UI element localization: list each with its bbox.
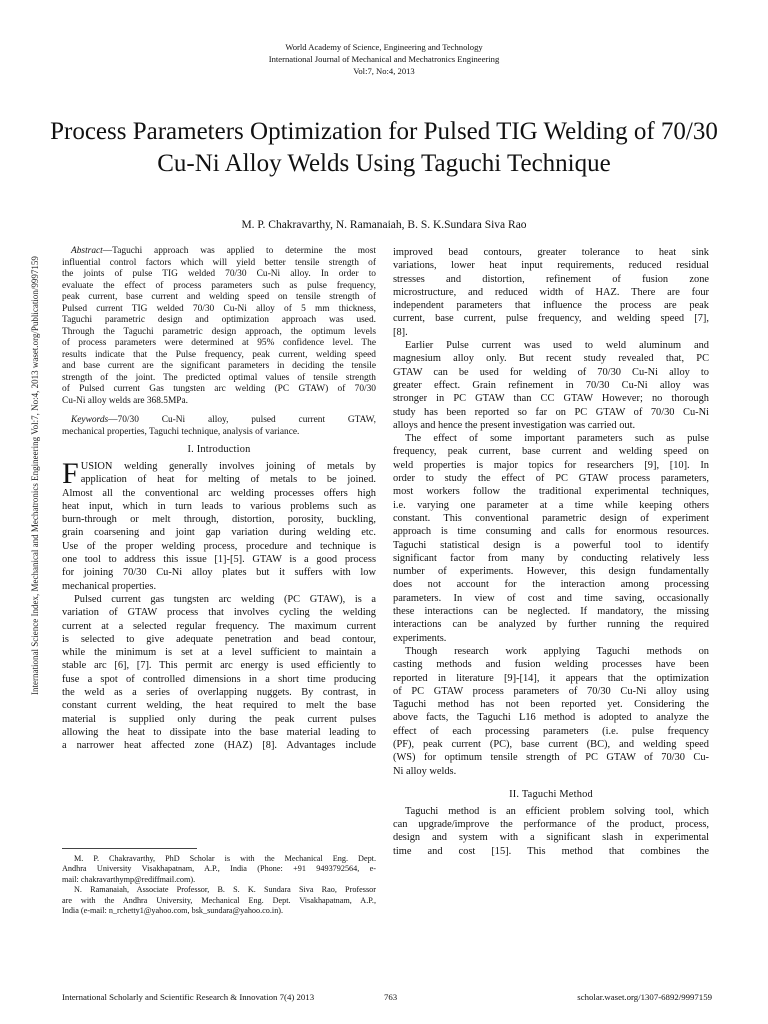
body-line: fuse a spot of controlled dimensions in a short time producing xyxy=(62,673,376,685)
footnote-line: Andhra University Visakhapatnam, A.P., India (Phone: +91 9493792564, e- xyxy=(62,864,376,874)
body-line: most workers follow the traditional experimental techniques, xyxy=(393,486,709,498)
journal-name: International Journal of Mechanical and Mechatronics Engineering xyxy=(268,54,500,64)
right-paragraph-1 xyxy=(393,246,709,339)
author-list: M. P. Chakravarthy, N. Ramanaiah, B. S. K.Sundara Siva Rao xyxy=(241,219,527,231)
body-line: mechanical properties. xyxy=(62,580,157,592)
body-line: effect of each processing parameters (i.e. pulse frequency xyxy=(393,725,709,737)
body-line: frequency, peak current, base current and welding speed on xyxy=(393,446,709,458)
footer-url: scholar.waset.org/1307-6892/9997159 xyxy=(577,992,712,1002)
body-line: these interactions can be neglected. If mandatory, the missing xyxy=(393,606,709,618)
body-line: GTAW can be used for welding of 70/30 Cu-Ni alloy to xyxy=(393,366,709,378)
footnote-line: mail: chakravarthymp@rediffmail.com). xyxy=(62,874,196,884)
abstract-line xyxy=(62,246,376,258)
keywords-label: Keywords xyxy=(71,415,109,425)
body-line: current at a selected regular frequency. The maximum current xyxy=(62,620,376,632)
body-line: constant current welding, the heat required to melt the base xyxy=(62,700,376,712)
body-line: the weld as a series of overlapping nuggets. By contrast, in xyxy=(62,687,376,699)
section-heading-introduction: I. Introduction xyxy=(187,444,251,455)
footnote-line: M. P. Chakravarthy, PhD Scholar is with the Mechanical Eng. Dept. xyxy=(74,854,376,863)
drop-cap: F xyxy=(62,457,79,490)
body-line: [8]. xyxy=(393,326,408,338)
keywords xyxy=(62,415,376,438)
right-paragraph-2 xyxy=(393,339,709,432)
body-line: above facts, the Taguchi L16 method is adopted to analyze the xyxy=(393,712,709,724)
body-line: variations, lower heat input requirements, reduced residual xyxy=(393,260,709,272)
body-line: Pulsed current gas tungsten arc welding (PC GTAW), is a xyxy=(74,593,376,605)
body-line: stresses and distortion, refinement of fusion zone xyxy=(393,273,709,285)
body-line: improved bead contours, greater tolerance to heat sink xyxy=(393,247,709,258)
body-line: is selected to give adequate penetration and bead contour, xyxy=(62,633,376,645)
body-line: while the minimum is set at a level sufficient to maintain a xyxy=(62,647,376,659)
right-paragraph-5 xyxy=(393,805,709,858)
body-line: Earlier Pulse current was used to weld aluminum and xyxy=(405,340,709,352)
section-heading-taguchi-method: II. Taguchi Method xyxy=(509,788,593,800)
journal-publisher: World Academy of Science, Engineering and Technology xyxy=(285,42,483,52)
body-line: can upgrade/improve the performance of the product, process, xyxy=(393,819,709,831)
body-line: reported in literature [9]-[14], it appears that the optimization xyxy=(393,672,709,684)
body-line: Taguchi statistical design is a powerful tool to identify xyxy=(393,539,709,551)
body-line: burn-through or melt through, distortion, porosity, buckling, xyxy=(62,514,376,526)
right-paragraph-3 xyxy=(393,432,709,645)
body-line: Though research work applying Taguchi methods on xyxy=(405,645,709,657)
footer-publisher: International Scholarly and Scientific Research & Innovation 7(4) 2013 xyxy=(62,992,315,1002)
body-line: study has been reported so far on PC GTAW of 70/30 Cu-Ni xyxy=(393,406,709,418)
abstract-line: Cu-Ni alloy welds are 368.5MPa. xyxy=(62,395,189,406)
body-line: time and cost [15]. This method that combines the xyxy=(393,845,709,857)
right-column xyxy=(393,246,709,858)
body-line: experiments. xyxy=(393,632,447,644)
body-line: order to study the effect of PC GTAW process parameters, xyxy=(393,473,709,485)
body-line: Ni alloy welds. xyxy=(393,765,457,777)
body-line: Taguchi method has not been reported yet. Considering the xyxy=(393,699,709,711)
intro-paragraph-2 xyxy=(62,593,376,753)
body-line: alloys and hence the present investigation was carried out. xyxy=(393,419,636,431)
abstract-line: Taguchi parametric design and optimization approach was used. xyxy=(62,315,376,325)
body-line: parameters. In view of cost and time saving, occasionally xyxy=(393,592,709,604)
body-line: (PF), peak current (PC), base current (BC), and welding speed xyxy=(393,738,709,750)
body-line: one tool to address this issue [1]-[5]. GTAW is a good process xyxy=(62,554,376,566)
abstract-line: evaluate the effect of process parameters such as pulse frequency, xyxy=(62,280,376,291)
body-line: stable arc [6], [7]. This permit arc energy is used efficiently to xyxy=(62,660,376,672)
body-line: weld properties is major topics for researchers [9], [10]. In xyxy=(393,459,709,471)
body-line: number of experiments. However, this design fundamentally xyxy=(393,566,709,578)
body-line: casting methods and fusion welding processes have been xyxy=(393,659,709,671)
abstract-line: of Pulsed current Gas tungsten arc welding (PC GTAW) of 70/30 xyxy=(62,384,376,394)
journal-volume: Vol:7, No:4, 2013 xyxy=(353,66,415,76)
footnote-line: N. Ramanaiah, Associate Professor, B. S. K. Sundara Siva Rao, Professor xyxy=(74,885,376,895)
abstract-line: peak current, base current and welding speed on tensile strength of xyxy=(62,292,376,302)
right-paragraph-4 xyxy=(393,645,709,778)
body-line: USION welding generally involves joining of metals by xyxy=(80,461,376,472)
body-line: Almost all the conventional arc welding processes offers high xyxy=(62,487,376,499)
abstract-line: results indicate that the Pulse frequency, peak current, welding speed xyxy=(62,349,376,360)
abstract-line: Pulsed current TIG welded 70/30 Cu-Ni alloy of 5 mm thickness, xyxy=(62,303,376,314)
footnote-rule xyxy=(62,848,197,849)
abstract xyxy=(62,246,376,407)
body-line: variation of GTAW process that involves cycling the welding xyxy=(62,607,376,619)
body-line: does not account for the interaction among processing xyxy=(393,579,709,591)
body-line: heat input, which in turn leads to various problems such as xyxy=(62,500,376,512)
side-margin-text: International Science Index, Mechanical and Mechatronics Engineering Vol:7, No:4, 2013 waset.org/Publication/9997159 xyxy=(30,256,40,695)
body-line: Taguchi method is an efficient problem solving tool, which xyxy=(405,805,709,817)
abstract-line-text: —Taguchi approach was applied to determine the most xyxy=(102,246,376,256)
body-line: greater effect. Grain refinement in 70/30 Cu-Ni alloy was xyxy=(393,379,709,391)
body-line: allowing the heat to dissipate into the base material leading to xyxy=(62,726,376,738)
abstract-line: influential control factors which will yield better tensile strength of xyxy=(62,257,376,268)
body-line: The effect of some important parameters such as pulse xyxy=(405,433,709,445)
body-line: a narrower heat affected zone (HAZ) [8]. Advantages include xyxy=(62,740,376,752)
body-line: approach is time consuming and calls for enormous resources. xyxy=(393,526,709,538)
body-line: design and system with a significant slash in experimental xyxy=(393,832,709,844)
body-line: significant factor from many by conducting relatively less xyxy=(393,552,709,564)
footnotes xyxy=(62,854,376,916)
abstract-line: and base current are the significant parameters in deciding the tensile xyxy=(62,361,376,371)
body-line: material is supplied only during the peak current pulses xyxy=(62,713,376,725)
body-line: microstructure, and reduced width of HAZ. There are four xyxy=(393,286,709,298)
left-column xyxy=(62,246,376,753)
page-footer xyxy=(62,991,712,1003)
abstract-label: Abstract xyxy=(71,246,103,256)
body-line: (WS) for optimum tensile strength of PC GTAW of 70/30 Cu- xyxy=(393,752,709,764)
body-line: interactions can be analyzed by further running the required xyxy=(393,619,709,631)
abstract-line: of process parameters were determined at 95% confidence level. The xyxy=(62,338,376,348)
body-line: of PC GTAW process parameters of 70/30 Cu-Ni alloy using xyxy=(393,685,709,697)
keywords-line xyxy=(62,415,376,427)
body-line: Use of the proper welding process, procedure and technique is xyxy=(62,540,376,552)
keywords-line: mechanical properties, Taguchi technique, analysis of variance. xyxy=(62,426,300,437)
body-line: application of heat for melting of metals to be joined. xyxy=(80,474,376,486)
body-line: stronger in PC GTAW than CC GTAW However; no thorough xyxy=(393,393,709,405)
footnote-line: India (e-mail: n_rchetty1@yahoo.com, bsk_sundara@yahoo.co.in). xyxy=(62,906,284,916)
body-line: for joining 70/30 Cu-Ni alloy plates but it suffers with low xyxy=(62,567,376,579)
abstract-line: the joints of pulse TIG welded 70/30 Cu-Ni alloy. In order to xyxy=(62,269,376,279)
intro-paragraph-1 xyxy=(62,457,376,593)
footnote-line: are with the Andhra University, Mechanical Eng. Dept. Visakhapatnam, A.P., xyxy=(62,895,376,905)
keywords-line-text: —70/30 Cu-Ni alloy, pulsed current GTAW, xyxy=(108,415,376,425)
abstract-line: strength of the joint. The predicted optimal values of tensile strength xyxy=(62,372,376,383)
body-line: constant. This conventional parametric design of experiment xyxy=(393,512,709,524)
body-line: magnesium alloy only. But recent study revealed that, PC xyxy=(393,353,709,365)
body-line: grain coarsening and joint gap variation during welding etc. xyxy=(62,527,376,539)
body-line: i.e. varying one parameter at a time while keeping others xyxy=(393,499,709,511)
paper-title: Process Parameters Optimization for Pulsed TIG Welding of 70/30 Cu-Ni Alloy Welds Using Taguchi Technique xyxy=(50,118,718,177)
body-line: current, base current, pulse frequency, and welding speed [7], xyxy=(393,313,709,325)
page-number: 763 xyxy=(384,992,398,1002)
body-line: independent parameters that influence the process are peak xyxy=(393,300,709,312)
abstract-line: Through the Taguchi parametric design approach, the optimum levels xyxy=(62,326,376,337)
